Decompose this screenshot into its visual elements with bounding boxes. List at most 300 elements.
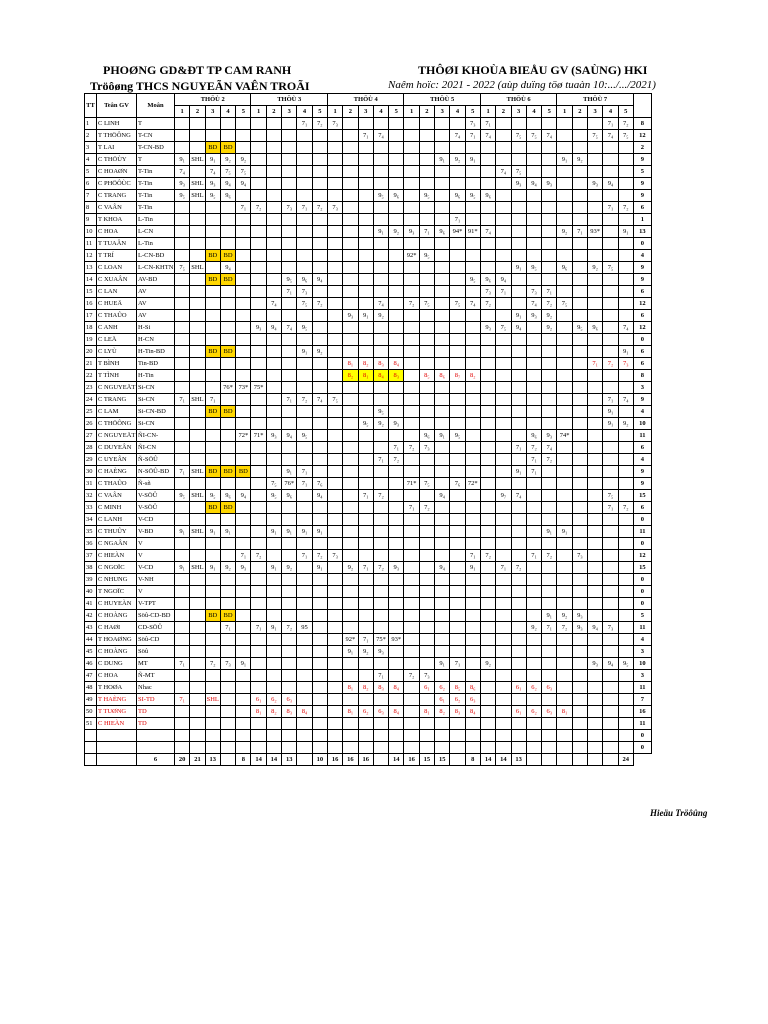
- period-cell: [557, 202, 572, 214]
- row-total: 0: [633, 238, 651, 250]
- period-cell: [389, 742, 404, 754]
- period-header: 1: [557, 106, 572, 118]
- period-cell: 9₆: [220, 190, 235, 202]
- row-number: 14: [85, 274, 97, 286]
- period-cell: [450, 526, 465, 538]
- teacher-subject: T-Tin: [137, 202, 175, 214]
- period-cell: 7₂: [404, 442, 419, 454]
- period-cell: [572, 706, 587, 718]
- teacher-subject: CD-SÖÛ: [137, 622, 175, 634]
- period-cell: [496, 586, 511, 598]
- period-cell: [404, 550, 419, 562]
- period-cell: [266, 538, 281, 550]
- period-cell: [205, 598, 220, 610]
- period-cell: [343, 334, 358, 346]
- teacher-subject: Ñ-SÖÛ: [137, 454, 175, 466]
- period-cell: [588, 586, 603, 598]
- period-cell: [588, 442, 603, 454]
- period-cell: [175, 502, 190, 514]
- period-cell: [205, 214, 220, 226]
- period-header: 4: [450, 106, 465, 118]
- period-cell: [327, 634, 342, 646]
- period-cell: [220, 598, 235, 610]
- period-cell: [450, 406, 465, 418]
- period-cell: [297, 190, 312, 202]
- period-cell: [557, 514, 572, 526]
- teacher-name: C NGOÏC: [97, 562, 137, 574]
- period-cell: [603, 250, 618, 262]
- period-cell: [327, 490, 342, 502]
- period-cell: 7₂: [404, 670, 419, 682]
- period-cell: [343, 586, 358, 598]
- period-cell: [327, 154, 342, 166]
- teacher-subject: T-Tin: [137, 190, 175, 202]
- period-cell: [435, 514, 450, 526]
- period-cell: [327, 538, 342, 550]
- period-cell: [496, 718, 511, 730]
- period-cell: [496, 118, 511, 130]
- period-cell: [572, 694, 587, 706]
- period-cell: 7₄: [465, 298, 480, 310]
- row-total: 15: [633, 562, 651, 574]
- period-cell: BD: [205, 250, 220, 262]
- period-cell: [373, 166, 388, 178]
- period-cell: 7₂: [618, 118, 633, 130]
- period-cell: [618, 442, 633, 454]
- period-cell: [557, 646, 572, 658]
- period-cell: 9₂: [358, 646, 373, 658]
- period-cell: 7₁: [175, 394, 190, 406]
- row-total: 6: [633, 286, 651, 298]
- period-cell: [236, 418, 251, 430]
- period-cell: [588, 742, 603, 754]
- teacher-subject: [137, 742, 175, 754]
- period-cell: [572, 646, 587, 658]
- period-cell: [343, 262, 358, 274]
- sum-cell: [557, 754, 572, 766]
- period-cell: [542, 466, 557, 478]
- period-cell: [572, 526, 587, 538]
- teacher-row: [85, 718, 652, 730]
- period-cell: [419, 454, 434, 466]
- period-cell: [220, 394, 235, 406]
- period-cell: [496, 550, 511, 562]
- period-cell: BD: [205, 142, 220, 154]
- period-cell: [435, 190, 450, 202]
- period-cell: [450, 322, 465, 334]
- period-cell: 9₁: [266, 526, 281, 538]
- period-cell: [496, 370, 511, 382]
- sum-cell: 15: [435, 754, 450, 766]
- period-cell: [266, 670, 281, 682]
- period-cell: [496, 634, 511, 646]
- period-cell: [435, 118, 450, 130]
- period-cell: [572, 454, 587, 466]
- period-cell: 7₁: [297, 118, 312, 130]
- period-cell: [526, 562, 541, 574]
- period-cell: [266, 610, 281, 622]
- period-cell: [557, 382, 572, 394]
- period-cell: [251, 406, 266, 418]
- period-cell: [175, 646, 190, 658]
- row-number: 17: [85, 310, 97, 322]
- period-header: 4: [603, 106, 618, 118]
- period-cell: [358, 178, 373, 190]
- period-cell: [603, 706, 618, 718]
- period-cell: [419, 274, 434, 286]
- teacher-subject: Söû-CD-BD: [137, 610, 175, 622]
- period-header: 5: [389, 106, 404, 118]
- period-cell: [496, 202, 511, 214]
- period-cell: [251, 226, 266, 238]
- period-cell: [557, 130, 572, 142]
- period-cell: [542, 226, 557, 238]
- period-cell: [190, 202, 205, 214]
- period-cell: [389, 610, 404, 622]
- teacher-subject: AV: [137, 286, 175, 298]
- period-cell: [450, 730, 465, 742]
- period-cell: 7₂: [557, 622, 572, 634]
- teacher-row: [85, 130, 652, 142]
- period-cell: [343, 286, 358, 298]
- period-cell: [236, 286, 251, 298]
- period-cell: [603, 562, 618, 574]
- period-cell: [327, 406, 342, 418]
- period-cell: [266, 118, 281, 130]
- teacher-name: C VAÂN: [97, 202, 137, 214]
- row-number: 44: [85, 634, 97, 646]
- sum-cell: 13: [282, 754, 297, 766]
- period-cell: [404, 526, 419, 538]
- period-cell: [588, 238, 603, 250]
- teacher-subject: V: [137, 538, 175, 550]
- period-cell: [373, 250, 388, 262]
- period-cell: [450, 274, 465, 286]
- period-cell: [465, 262, 480, 274]
- teacher-row: [85, 538, 652, 550]
- row-number: 29: [85, 454, 97, 466]
- period-cell: [358, 214, 373, 226]
- period-cell: [220, 682, 235, 694]
- period-cell: [373, 322, 388, 334]
- period-cell: [511, 190, 526, 202]
- period-cell: [190, 310, 205, 322]
- teacher-row: [85, 442, 652, 454]
- period-cell: [404, 358, 419, 370]
- period-cell: [373, 202, 388, 214]
- period-cell: [251, 454, 266, 466]
- row-number: 9: [85, 214, 97, 226]
- period-header: 1: [480, 106, 495, 118]
- row-number: 36: [85, 538, 97, 550]
- period-cell: [404, 610, 419, 622]
- period-cell: [480, 586, 495, 598]
- period-cell: [205, 118, 220, 130]
- period-cell: [450, 454, 465, 466]
- teacher-subject: V-CD: [137, 514, 175, 526]
- period-cell: [358, 394, 373, 406]
- period-cell: [282, 514, 297, 526]
- period-cell: [511, 550, 526, 562]
- period-header: 4: [220, 106, 235, 118]
- row-number: 3: [85, 142, 97, 154]
- period-cell: [404, 538, 419, 550]
- row-number: 37: [85, 550, 97, 562]
- period-cell: [312, 226, 327, 238]
- period-cell: 7₁: [373, 454, 388, 466]
- period-cell: [327, 358, 342, 370]
- period-cell: [603, 634, 618, 646]
- period-cell: [542, 394, 557, 406]
- period-cell: [205, 286, 220, 298]
- period-cell: 7₃: [526, 286, 541, 298]
- period-cell: [373, 262, 388, 274]
- period-cell: [526, 166, 541, 178]
- period-cell: [266, 154, 281, 166]
- period-cell: [282, 190, 297, 202]
- period-cell: [435, 586, 450, 598]
- period-cell: 7₆: [450, 478, 465, 490]
- period-cell: 7₂: [251, 550, 266, 562]
- sum-cell: [373, 754, 388, 766]
- period-cell: 7₅: [603, 490, 618, 502]
- period-cell: [297, 658, 312, 670]
- period-cell: [327, 226, 342, 238]
- period-cell: [190, 514, 205, 526]
- period-cell: 9₁: [297, 526, 312, 538]
- period-cell: [358, 526, 373, 538]
- period-cell: 6₃: [465, 694, 480, 706]
- period-cell: [297, 166, 312, 178]
- period-cell: [343, 730, 358, 742]
- teacher-subject: T: [137, 118, 175, 130]
- period-cell: 9₃: [251, 322, 266, 334]
- period-cell: [205, 370, 220, 382]
- period-cell: [588, 550, 603, 562]
- teacher-subject: T-CN-BD: [137, 142, 175, 154]
- sum-cell: 16: [343, 754, 358, 766]
- period-cell: 9₅: [358, 418, 373, 430]
- period-cell: [419, 238, 434, 250]
- period-cell: 7₁: [526, 466, 541, 478]
- period-cell: [465, 202, 480, 214]
- period-cell: 9₂: [236, 154, 251, 166]
- period-cell: [236, 646, 251, 658]
- period-cell: [511, 634, 526, 646]
- period-cell: [266, 730, 281, 742]
- period-cell: 7₁: [404, 502, 419, 514]
- period-cell: 95: [297, 622, 312, 634]
- teacher-subject: H-Si: [137, 322, 175, 334]
- teacher-row: [85, 274, 652, 286]
- period-cell: [465, 430, 480, 442]
- period-cell: [496, 526, 511, 538]
- period-cell: [480, 346, 495, 358]
- period-cell: [618, 166, 633, 178]
- period-cell: [588, 142, 603, 154]
- teacher-name: C HUYEÀN: [97, 598, 137, 610]
- period-cell: [175, 370, 190, 382]
- period-cell: SHL: [190, 190, 205, 202]
- period-cell: [389, 694, 404, 706]
- teacher-name: T BÌNH: [97, 358, 137, 370]
- period-cell: [526, 226, 541, 238]
- period-cell: [251, 658, 266, 670]
- period-cell: 9₅: [297, 430, 312, 442]
- period-cell: [327, 586, 342, 598]
- period-cell: 7₂: [282, 622, 297, 634]
- period-cell: [236, 742, 251, 754]
- teacher-name: C TRANG: [97, 394, 137, 406]
- sum-cell: 8: [465, 754, 480, 766]
- period-cell: [358, 262, 373, 274]
- period-cell: [404, 694, 419, 706]
- period-cell: 8₂: [266, 706, 281, 718]
- period-cell: [358, 286, 373, 298]
- period-cell: [542, 214, 557, 226]
- sum-cell: [85, 754, 97, 766]
- teacher-name: C XUAÂN: [97, 274, 137, 286]
- period-cell: 7₃: [297, 286, 312, 298]
- row-total: 12: [633, 322, 651, 334]
- period-cell: [236, 226, 251, 238]
- period-cell: 7₂: [373, 490, 388, 502]
- period-cell: 9₃: [236, 562, 251, 574]
- period-cell: [618, 742, 633, 754]
- period-header: 3: [282, 106, 297, 118]
- period-cell: 9₁: [205, 562, 220, 574]
- teacher-subject: MT: [137, 658, 175, 670]
- period-cell: [297, 130, 312, 142]
- period-cell: [542, 418, 557, 430]
- period-cell: [404, 742, 419, 754]
- period-cell: [343, 718, 358, 730]
- period-cell: 9₅: [175, 490, 190, 502]
- period-cell: [358, 658, 373, 670]
- period-cell: [480, 718, 495, 730]
- period-cell: [327, 718, 342, 730]
- period-cell: [557, 322, 572, 334]
- period-cell: [282, 742, 297, 754]
- period-cell: [511, 202, 526, 214]
- period-cell: [190, 322, 205, 334]
- period-cell: [373, 286, 388, 298]
- teacher-row: [85, 406, 652, 418]
- period-cell: [435, 166, 450, 178]
- period-cell: [327, 478, 342, 490]
- period-cell: [404, 658, 419, 670]
- period-cell: [312, 238, 327, 250]
- period-cell: [419, 322, 434, 334]
- period-cell: [343, 322, 358, 334]
- period-cell: [205, 334, 220, 346]
- period-cell: [205, 238, 220, 250]
- period-cell: 91*: [465, 226, 480, 238]
- period-cell: [511, 406, 526, 418]
- period-cell: [358, 190, 373, 202]
- period-header: 2: [190, 106, 205, 118]
- period-cell: [220, 718, 235, 730]
- period-cell: 9₄: [496, 274, 511, 286]
- period-cell: [419, 718, 434, 730]
- period-cell: 7₂: [297, 394, 312, 406]
- period-cell: [297, 154, 312, 166]
- period-cell: [557, 502, 572, 514]
- period-cell: [220, 334, 235, 346]
- period-cell: [190, 166, 205, 178]
- row-total: 9: [633, 178, 651, 190]
- period-cell: 9₁: [312, 562, 327, 574]
- period-cell: [603, 586, 618, 598]
- row-number: 18: [85, 322, 97, 334]
- period-cell: 7₂: [618, 502, 633, 514]
- period-cell: 7₄: [282, 322, 297, 334]
- period-cell: [343, 430, 358, 442]
- period-cell: 7₁: [297, 466, 312, 478]
- period-cell: [312, 730, 327, 742]
- period-cell: [236, 214, 251, 226]
- period-cell: [496, 514, 511, 526]
- period-cell: [220, 646, 235, 658]
- period-cell: [465, 382, 480, 394]
- period-cell: [190, 574, 205, 586]
- period-header: 1: [327, 106, 342, 118]
- period-cell: [557, 178, 572, 190]
- period-cell: [175, 634, 190, 646]
- period-cell: [603, 598, 618, 610]
- period-cell: [175, 202, 190, 214]
- period-cell: [572, 466, 587, 478]
- period-cell: 9₁: [435, 430, 450, 442]
- period-cell: [251, 118, 266, 130]
- period-cell: [251, 718, 266, 730]
- period-cell: [526, 670, 541, 682]
- period-cell: [419, 610, 434, 622]
- period-cell: [603, 238, 618, 250]
- period-cell: [435, 646, 450, 658]
- period-cell: [266, 418, 281, 430]
- period-cell: [588, 610, 603, 622]
- period-cell: [419, 154, 434, 166]
- teacher-row: [85, 466, 652, 478]
- period-cell: [511, 154, 526, 166]
- period-cell: [327, 610, 342, 622]
- period-cell: [572, 262, 587, 274]
- period-cell: [572, 250, 587, 262]
- row-total: 5: [633, 610, 651, 622]
- period-cell: 7₃: [465, 118, 480, 130]
- period-cell: [282, 154, 297, 166]
- row-total: 9: [633, 262, 651, 274]
- period-cell: 7₅: [220, 166, 235, 178]
- period-cell: 7₂: [618, 202, 633, 214]
- period-cell: [175, 238, 190, 250]
- row-number: 47: [85, 670, 97, 682]
- sum-cell: [572, 754, 587, 766]
- teacher-subject: V-TPT: [137, 598, 175, 610]
- period-cell: 7₁: [480, 118, 495, 130]
- period-cell: [282, 262, 297, 274]
- period-cell: [588, 382, 603, 394]
- period-cell: BD: [220, 142, 235, 154]
- period-cell: 7₅: [511, 166, 526, 178]
- period-cell: [251, 190, 266, 202]
- period-cell: [588, 682, 603, 694]
- period-cell: [603, 322, 618, 334]
- period-cell: BD: [205, 346, 220, 358]
- period-cell: 7₃: [618, 358, 633, 370]
- period-cell: [450, 358, 465, 370]
